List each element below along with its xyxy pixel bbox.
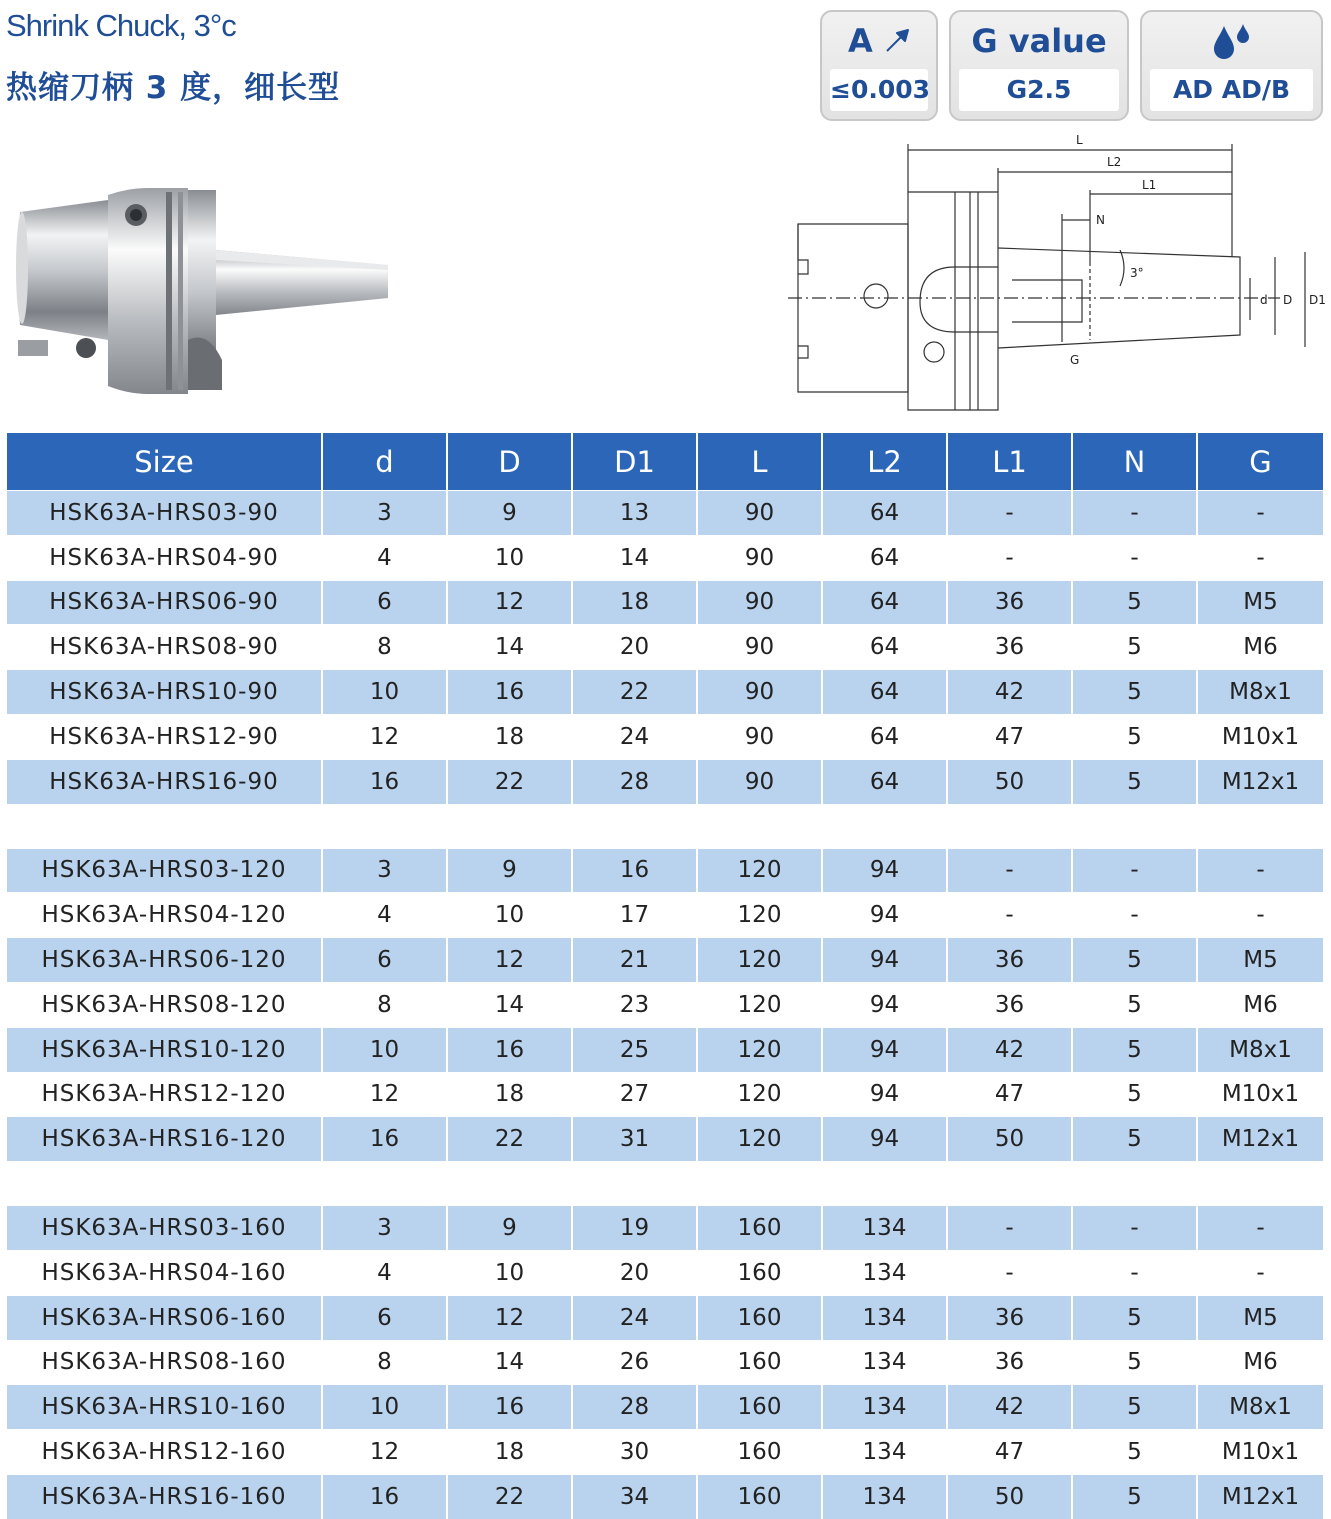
table-cell: 42	[947, 670, 1072, 715]
size-cell: HSK63A-HRS10-120	[7, 1027, 322, 1072]
dim-N-label: N	[1096, 213, 1105, 227]
table-cell: 160	[697, 1340, 822, 1385]
table-cell: 120	[697, 893, 822, 938]
table-cell: 5	[1072, 1117, 1197, 1162]
table-row	[7, 1385, 1323, 1430]
table-row	[7, 714, 1323, 759]
table-cell: 12	[447, 1295, 572, 1340]
table-cell: 16	[572, 848, 697, 893]
table-cell: 94	[822, 1117, 947, 1162]
table-cell: 25	[572, 1027, 697, 1072]
table-cell: 5	[1072, 1295, 1197, 1340]
table-row	[7, 580, 1323, 625]
table-cell: 6	[322, 1295, 447, 1340]
table-cell: 6	[322, 580, 447, 625]
table-cell: 120	[697, 848, 822, 893]
table-cell: 4	[322, 535, 447, 580]
table-cell: M10x1	[1197, 1072, 1323, 1117]
table-cell: 9	[447, 491, 572, 536]
table-cell: M8x1	[1197, 1027, 1323, 1072]
table-cell: 134	[822, 1206, 947, 1251]
table-row	[7, 893, 1323, 938]
table-cell: 14	[572, 535, 697, 580]
table-cell: 90	[697, 535, 822, 580]
table-cell: 5	[1072, 982, 1197, 1027]
table-cell: 120	[697, 1072, 822, 1117]
table-cell: 5	[1072, 759, 1197, 804]
product-photo	[8, 150, 393, 400]
table-cell: 36	[947, 982, 1072, 1027]
table-cell: -	[1197, 893, 1323, 938]
table-cell: 18	[572, 580, 697, 625]
table-cell: -	[947, 848, 1072, 893]
table-cell: M6	[1197, 1340, 1323, 1385]
dim-L1-label: L1	[1142, 178, 1157, 192]
table-cell: 8	[322, 982, 447, 1027]
table-cell: M5	[1197, 1295, 1323, 1340]
table-cell: 18	[447, 1072, 572, 1117]
table-cell: 94	[822, 1072, 947, 1117]
dim-L-label: L	[1076, 133, 1083, 147]
table-cell: 160	[697, 1474, 822, 1518]
col-header: L	[697, 433, 822, 491]
table-cell: 90	[697, 580, 822, 625]
g-value-label: G value	[971, 22, 1107, 60]
table-cell: -	[947, 491, 1072, 536]
table-cell: 120	[697, 1027, 822, 1072]
table-cell: 42	[947, 1027, 1072, 1072]
dim-G-label: G	[1070, 353, 1080, 367]
table-cell: -	[1072, 1250, 1197, 1295]
table-row	[7, 1117, 1323, 1162]
table-cell: 9	[447, 1206, 572, 1251]
table-row	[7, 848, 1323, 893]
accuracy-label: A	[848, 22, 873, 60]
table-cell: 120	[697, 938, 822, 983]
table-cell: 160	[697, 1385, 822, 1430]
table-cell: M12x1	[1197, 759, 1323, 804]
table-cell: -	[1072, 535, 1197, 580]
table-row	[7, 938, 1323, 983]
table-cell: 22	[447, 759, 572, 804]
table-cell: 18	[447, 1430, 572, 1475]
spacer-cell	[7, 1162, 1323, 1206]
table-cell: 50	[947, 1117, 1072, 1162]
table-cell: 28	[572, 759, 697, 804]
table-cell: 30	[572, 1430, 697, 1475]
table-cell: 18	[447, 714, 572, 759]
table-cell: 5	[1072, 938, 1197, 983]
table-cell: 16	[447, 1385, 572, 1430]
table-cell: 20	[572, 625, 697, 670]
col-header: G	[1197, 433, 1323, 491]
table-cell: 64	[822, 759, 947, 804]
table-cell: 22	[447, 1117, 572, 1162]
table-cell: 47	[947, 1430, 1072, 1475]
table-cell: 160	[697, 1250, 822, 1295]
table-cell: 134	[822, 1250, 947, 1295]
table-cell: 94	[822, 1027, 947, 1072]
coolant-value: AD AD/B	[1150, 69, 1313, 111]
table-cell: 134	[822, 1295, 947, 1340]
table-cell: M10x1	[1197, 1430, 1323, 1475]
table-cell: 12	[447, 580, 572, 625]
table-row	[7, 491, 1323, 536]
size-cell: HSK63A-HRS03-160	[7, 1206, 322, 1251]
table-cell: 24	[572, 1295, 697, 1340]
accuracy-value: ≤0.003	[830, 69, 928, 111]
table-cell: 34	[572, 1474, 697, 1518]
table-cell: -	[1197, 1206, 1323, 1251]
spacer-cell	[7, 804, 1323, 848]
table-cell: M10x1	[1197, 714, 1323, 759]
table-cell: 16	[447, 1027, 572, 1072]
table-cell: 94	[822, 893, 947, 938]
table-cell: 134	[822, 1474, 947, 1518]
table-cell: -	[947, 893, 1072, 938]
table-cell: 64	[822, 670, 947, 715]
group-spacer	[7, 804, 1323, 848]
size-cell: HSK63A-HRS12-120	[7, 1072, 322, 1117]
table-cell: 14	[447, 625, 572, 670]
coolant-badge	[1140, 10, 1323, 121]
table-cell: M8x1	[1197, 670, 1323, 715]
table-cell: 14	[447, 1340, 572, 1385]
table-cell: 12	[322, 1430, 447, 1475]
table-row	[7, 1340, 1323, 1385]
table-cell: 22	[572, 670, 697, 715]
col-header: L1	[947, 433, 1072, 491]
table-cell: 4	[322, 893, 447, 938]
table-cell: 120	[697, 982, 822, 1027]
table-cell: 14	[447, 982, 572, 1027]
table-row	[7, 1474, 1323, 1518]
col-header: D1	[572, 433, 697, 491]
table-cell: 50	[947, 759, 1072, 804]
col-header: Size	[7, 433, 322, 491]
col-header: N	[1072, 433, 1197, 491]
table-cell: 5	[1072, 1027, 1197, 1072]
table-cell: M12x1	[1197, 1117, 1323, 1162]
size-cell: HSK63A-HRS08-160	[7, 1340, 322, 1385]
table-cell: 64	[822, 491, 947, 536]
table-cell: 21	[572, 938, 697, 983]
table-cell: 8	[322, 625, 447, 670]
size-cell: HSK63A-HRS12-90	[7, 714, 322, 759]
table-cell: 64	[822, 714, 947, 759]
table-cell: 10	[447, 535, 572, 580]
table-cell: 94	[822, 848, 947, 893]
table-cell: 10	[322, 1385, 447, 1430]
table-cell: 10	[322, 670, 447, 715]
table-cell: 13	[572, 491, 697, 536]
table-cell: 160	[697, 1295, 822, 1340]
size-cell: HSK63A-HRS06-120	[7, 938, 322, 983]
droplets-icon	[1210, 22, 1254, 62]
col-header: L2	[822, 433, 947, 491]
table-header-row	[7, 433, 1323, 491]
table-cell: 90	[697, 759, 822, 804]
table-cell: 5	[1072, 1474, 1197, 1518]
table-row	[7, 982, 1323, 1027]
table-cell: 4	[322, 1250, 447, 1295]
table-cell: 90	[697, 670, 822, 715]
table-cell: 90	[697, 714, 822, 759]
table-cell: 12	[447, 938, 572, 983]
table-row	[7, 1295, 1323, 1340]
table-row	[7, 670, 1323, 715]
table-row	[7, 1430, 1323, 1475]
table-cell: 31	[572, 1117, 697, 1162]
table-cell: -	[1197, 848, 1323, 893]
table-cell: 10	[447, 1250, 572, 1295]
table-row	[7, 535, 1323, 580]
table-cell: 16	[322, 1117, 447, 1162]
table-cell: 23	[572, 982, 697, 1027]
balance-badge	[949, 10, 1129, 121]
table-cell: 90	[697, 625, 822, 670]
title-chinese: 热缩刀柄 3 度，细长型	[6, 70, 341, 106]
table-cell: 94	[822, 938, 947, 983]
technical-drawing	[780, 132, 1326, 417]
table-cell: 36	[947, 938, 1072, 983]
table-cell: 3	[322, 1206, 447, 1251]
col-header: D	[447, 433, 572, 491]
table-cell: 5	[1072, 1340, 1197, 1385]
table-cell: 26	[572, 1340, 697, 1385]
table-cell: 12	[322, 1072, 447, 1117]
size-cell: HSK63A-HRS06-90	[7, 580, 322, 625]
table-row	[7, 625, 1323, 670]
table-cell: 47	[947, 714, 1072, 759]
table-cell: 5	[1072, 580, 1197, 625]
size-cell: HSK63A-HRS03-90	[7, 491, 322, 536]
table-cell: 5	[1072, 670, 1197, 715]
angle-label: 3°	[1130, 266, 1144, 280]
table-cell: 9	[447, 848, 572, 893]
table-cell: 36	[947, 580, 1072, 625]
table-cell: -	[1072, 1206, 1197, 1251]
table-cell: M8x1	[1197, 1385, 1323, 1430]
table-cell: -	[1197, 491, 1323, 536]
table-cell: 12	[322, 714, 447, 759]
size-cell: HSK63A-HRS06-160	[7, 1295, 322, 1340]
table-cell: -	[1197, 1250, 1323, 1295]
table-cell: 64	[822, 580, 947, 625]
table-cell: M5	[1197, 938, 1323, 983]
table-cell: 47	[947, 1072, 1072, 1117]
table-cell: 20	[572, 1250, 697, 1295]
table-cell: 27	[572, 1072, 697, 1117]
size-cell: HSK63A-HRS04-90	[7, 535, 322, 580]
table-cell: 36	[947, 625, 1072, 670]
group-spacer	[7, 1162, 1323, 1206]
table-cell: 134	[822, 1340, 947, 1385]
table-row	[7, 1250, 1323, 1295]
spec-table-body	[7, 491, 1323, 1519]
size-cell: HSK63A-HRS16-90	[7, 759, 322, 804]
dim-D1-label: D1	[1309, 293, 1326, 307]
table-row	[7, 1072, 1323, 1117]
size-cell: HSK63A-HRS16-120	[7, 1117, 322, 1162]
table-cell: 36	[947, 1295, 1072, 1340]
table-cell: 24	[572, 714, 697, 759]
table-cell: -	[1072, 893, 1197, 938]
table-cell: 28	[572, 1385, 697, 1430]
table-row	[7, 759, 1323, 804]
size-cell: HSK63A-HRS12-160	[7, 1430, 322, 1475]
table-cell: -	[947, 1250, 1072, 1295]
table-cell: 19	[572, 1206, 697, 1251]
table-cell: 64	[822, 535, 947, 580]
table-cell: 22	[447, 1474, 572, 1518]
table-cell: 160	[697, 1206, 822, 1251]
size-cell: HSK63A-HRS16-160	[7, 1474, 322, 1518]
title-english: Shrink Chuck, 3°c	[6, 8, 236, 43]
col-header: d	[322, 433, 447, 491]
table-cell: 16	[322, 759, 447, 804]
table-cell: 5	[1072, 1385, 1197, 1430]
table-cell: M5	[1197, 580, 1323, 625]
table-cell: 36	[947, 1340, 1072, 1385]
table-cell: 90	[697, 491, 822, 536]
size-cell: HSK63A-HRS04-160	[7, 1250, 322, 1295]
size-cell: HSK63A-HRS10-90	[7, 670, 322, 715]
table-cell: -	[947, 1206, 1072, 1251]
accuracy-badge	[820, 10, 938, 121]
table-cell: M6	[1197, 982, 1323, 1027]
table-cell: 5	[1072, 1072, 1197, 1117]
table-cell: 16	[447, 670, 572, 715]
table-cell: 10	[447, 893, 572, 938]
table-cell: 3	[322, 491, 447, 536]
table-cell: -	[947, 535, 1072, 580]
table-cell: M6	[1197, 625, 1323, 670]
table-cell: 50	[947, 1474, 1072, 1518]
dim-D-label: D	[1283, 293, 1293, 307]
table-cell: 8	[322, 1340, 447, 1385]
table-cell: M12x1	[1197, 1474, 1323, 1518]
table-row	[7, 1206, 1323, 1251]
dim-L2-label: L2	[1107, 155, 1122, 169]
spec-table	[7, 433, 1323, 1519]
table-cell: 17	[572, 893, 697, 938]
dim-d-label: d	[1260, 293, 1268, 307]
table-cell: 64	[822, 625, 947, 670]
table-cell: 134	[822, 1385, 947, 1430]
table-cell: 10	[322, 1027, 447, 1072]
table-cell: -	[1072, 491, 1197, 536]
table-cell: 5	[1072, 714, 1197, 759]
table-cell: 94	[822, 982, 947, 1027]
table-cell: 134	[822, 1430, 947, 1475]
table-row	[7, 1027, 1323, 1072]
table-cell: -	[1072, 848, 1197, 893]
arrow-up-right-icon	[884, 28, 910, 54]
size-cell: HSK63A-HRS10-160	[7, 1385, 322, 1430]
table-cell: 6	[322, 938, 447, 983]
size-cell: HSK63A-HRS08-90	[7, 625, 322, 670]
table-cell: 42	[947, 1385, 1072, 1430]
size-cell: HSK63A-HRS08-120	[7, 982, 322, 1027]
size-cell: HSK63A-HRS03-120	[7, 848, 322, 893]
size-cell: HSK63A-HRS04-120	[7, 893, 322, 938]
table-cell: 5	[1072, 1430, 1197, 1475]
table-cell: 120	[697, 1117, 822, 1162]
table-cell: 5	[1072, 625, 1197, 670]
table-cell: 3	[322, 848, 447, 893]
table-cell: -	[1197, 535, 1323, 580]
g-value: G2.5	[959, 69, 1119, 111]
table-cell: 16	[322, 1474, 447, 1518]
table-cell: 160	[697, 1430, 822, 1475]
